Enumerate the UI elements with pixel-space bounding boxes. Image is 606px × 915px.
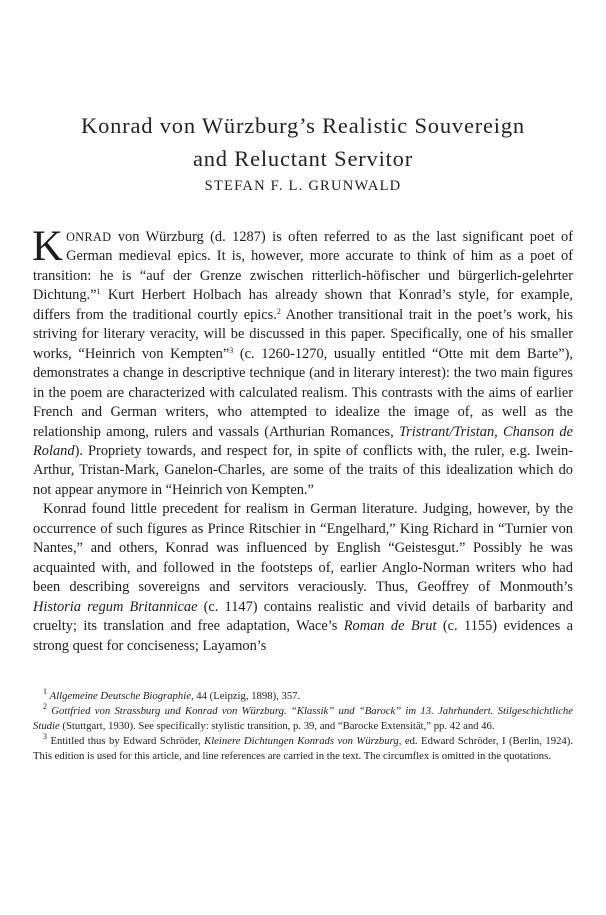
footnote-1 bbox=[33, 689, 573, 704]
text-run: (c. 1155) evidences a strong quest for conciseness; Layamon’s bbox=[33, 618, 573, 654]
italic-title: Roman de Brut bbox=[343, 618, 437, 635]
footnote-number: 1 bbox=[43, 687, 47, 696]
text-run: von Würzburg (d. 1287) is often referred to as the last significant poet of German medieval epics. It is, however, more accurate to think of him as a poet of transition: he is “auf der Grenze zwischen ritterlich-höfischer und bürgerlich-gelehrter Dichtung.” bbox=[33, 229, 573, 304]
article-title-line-1: Konrad von Würzburg’s Realistic Souvereign bbox=[81, 113, 525, 138]
article-title-line-2: and Reluctant Servitor bbox=[192, 146, 414, 171]
footnote-number: 3 bbox=[43, 732, 47, 742]
text-run: ). Propriety towards, and respect for, in spite of conflicts with, the ruler, e.g. Iwein-Arthur, Tristan-Mark, Ganelon-Charles, are some of the traits of this idealization which do not appear anymore in “Heinrich von Kempten.” bbox=[33, 442, 573, 498]
article-author: STEFAN F. L. GRUNWALD bbox=[204, 178, 402, 194]
paragraph-1 bbox=[32, 223, 573, 500]
footnote-ref-2[interactable]: 2 bbox=[276, 306, 281, 316]
text-run: Konrad found little precedent for realism in German literature. Judging, however, by the occurrence of such figures as Prince Ritschier in “Engelhard,” King Richard in “Turnier von Nantes,” and others, Konrad was influenced by English “Geistesgut.” Possibly he was acquainted with, and followed in the footsteps of, earlier Anglo-Norman writers who had been describing sovereigns and servitors veraciously. Thus, Geoffrey of Monmouth’s bbox=[33, 501, 573, 596]
footnote-text: , 44 (Leipzig, 1898), 357. bbox=[190, 690, 301, 702]
footnote-italic: Allgemeine Deutsche Biographie bbox=[49, 690, 191, 702]
footnote-ref-3[interactable]: 3 bbox=[229, 345, 234, 355]
footnote-ref-1[interactable]: 1 bbox=[96, 287, 101, 297]
footnotes bbox=[33, 689, 573, 764]
drop-cap: K bbox=[32, 223, 64, 270]
text-run: (c. 1260-1270, usually entitled “Otte mit dem Barte”), demonstrates a change in descriptive technique (and in literary interest): the two main figures in the poem are characterized with calculated realism. This contrasts with the aims of earlier French and German writers, who attempted to idealize the image of, as well as the relationship among, rulers and vassals (Arthurian Romances, bbox=[33, 345, 573, 440]
text-run: Another transitional trait in the poet’s work, his striving for literary veracity, will be discussed in this paper. Specifically, one of his smaller works, “Heinrich von Kempten” bbox=[33, 306, 573, 362]
text-run: (c. 1147) contains realistic and vivid details of barbarity and cruelty; its translation and free adaptation, Wace’s bbox=[33, 598, 573, 635]
footnote-number: 2 bbox=[43, 702, 47, 712]
footnote-italic: Gottfried von Strassburg und Konrad von Würzburg. “Klassik” und “Barock” im 13. Jahrhundert. Stilgeschichtliche Studie bbox=[33, 705, 573, 733]
small-caps-word: ONRAD bbox=[66, 230, 112, 244]
italic-titles: Tristrant/Tristan, Chanson de Roland bbox=[33, 423, 573, 459]
footnote-text: (Stuttgart, 1930). See specifically: stylistic transition, p. 39, and “Barocke Extensität,” pp. 42 and 46. bbox=[59, 720, 495, 733]
italic-title: Historia regum Britannicae bbox=[33, 598, 198, 615]
footnote-text: , ed. Edward Schröder, I (Berlin, 1924). This edition is used for this article, and line references are carried in the text. The circumflex is omitted in the quotations. bbox=[33, 735, 573, 763]
paragraph-2 bbox=[33, 500, 573, 656]
footnote-text: Entitled thus by Edward Schröder, bbox=[50, 735, 205, 748]
footnote-italic: Kleinere Dichtungen Konrads von Würzburg bbox=[204, 735, 399, 748]
article-body bbox=[32, 223, 573, 656]
text-run: Kurt Herbert Holbach has already shown that Konrad’s style, for example, differs from the traditional courtly epics. bbox=[33, 287, 573, 323]
footnote-3 bbox=[33, 734, 573, 764]
footnote-2 bbox=[33, 704, 573, 734]
